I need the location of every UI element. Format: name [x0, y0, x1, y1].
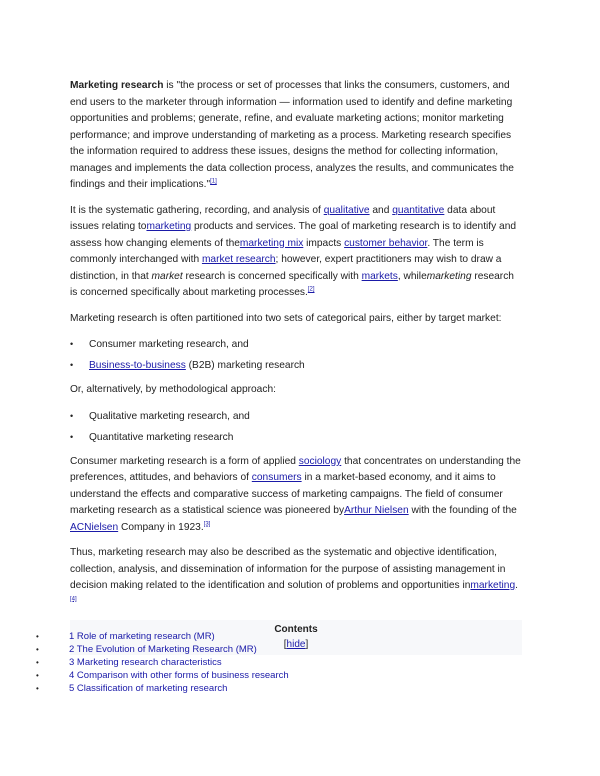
list-target-market — [70, 336, 522, 374]
ref-link-3[interactable]: [3] — [203, 521, 211, 528]
link-sociology[interactable]: sociology — [298, 455, 342, 467]
link-arthur-nielsen[interactable]: Arthur Nielsen — [344, 505, 409, 516]
toc-hide-link[interactable]: hide — [286, 639, 306, 650]
toc-link[interactable]: 2 The Evolution of Marketing Research (MR) — [69, 644, 257, 655]
link-marketing[interactable]: marketing — [146, 221, 192, 232]
list-item: • Consumer marketing research, and — [70, 336, 522, 353]
link-marketing-2[interactable]: marketing — [470, 580, 516, 591]
toc-link[interactable]: 5 Classification of marketing research — [69, 683, 228, 694]
toc-item — [36, 656, 289, 669]
toc-link[interactable]: 4 Comparison with other forms of business research — [69, 670, 289, 681]
toc-list — [36, 630, 289, 695]
list-item: • Qualitative marketing research, and — [70, 408, 522, 425]
paragraph-definition: Marketing research is "the process or set of processes that links the consumers, customers, and end users to the marketer through information — information used to identify and define marketing opportunities and problems; generate, refine, and evaluate marketing actions; monitor marketing performance; and improve understanding of marketing as a process. Marketing research specifies the information required to address these issues, designs the method for collecting information, manages and implements the data collection process, analyzes the results, and communicates the findings and their implications."[1] — [70, 80, 514, 190]
toc-item — [36, 630, 289, 643]
ref-link-4[interactable]: [4] — [70, 596, 77, 603]
ref-link-1[interactable]: [1] — [210, 178, 217, 185]
link-qualitative[interactable]: qualitative — [323, 204, 370, 216]
toc-item — [36, 643, 289, 656]
bold-term: Marketing research — [70, 80, 164, 91]
list-item: • Business-to-business (B2B) marketing research — [70, 357, 522, 374]
list-methodological — [70, 408, 522, 446]
article-body — [70, 78, 522, 655]
toc-link[interactable]: 1 Role of marketing research (MR) — [69, 631, 215, 642]
toc-link[interactable]: 3 Marketing research characteristics — [69, 657, 222, 668]
ref-link-2[interactable]: [2] — [307, 286, 315, 293]
link-business-to-business[interactable]: Business-to-business — [89, 360, 186, 371]
paragraph-thus: Thus, marketing research may also be described as the systematic and objective identification, collection, analysis, and dissemination of information for the purpose of assisting management in decision making related to the identification and solution of problems and opportunities inmarketing.[4] — [70, 547, 518, 603]
toc-hide-control: [hide] — [283, 639, 309, 650]
paragraph-partition: Marketing research is often partitioned into two sets of categorical pairs, either by target market: — [70, 312, 502, 324]
link-customer-behavior[interactable]: customer behavior — [344, 237, 428, 249]
toc-item — [36, 669, 289, 682]
toc-item — [36, 682, 289, 695]
paragraph-systematic: It is the systematic gathering, recording, and analysis of qualitative and quantitative data about issues relating tomarketing products and services. The goal of marketing research is to identify and assess how changing elements of themarketing mix impacts customer behavior. The term is commonly interchanged with market research; however, expert practitioners may wish to draw a distinction, in that market research is concerned specifically with markets, whilemarketing research is concerned specifically about marketing processes.[2] — [70, 204, 517, 298]
link-consumers[interactable]: consumers — [251, 472, 302, 483]
link-market-research[interactable]: market research — [201, 254, 276, 265]
link-markets[interactable]: markets — [361, 270, 398, 282]
paragraph-alternatively: Or, alternatively, by methodological approach: — [70, 384, 276, 395]
link-quantitative[interactable]: quantitative — [392, 204, 445, 216]
link-acnielsen[interactable]: ACNielsen — [70, 521, 119, 533]
link-marketing-mix[interactable]: marketing mix — [239, 237, 304, 249]
toc-title: Contents — [274, 624, 318, 635]
paragraph-consumer: Consumer marketing research is a form of applied sociology that concentrates on understanding the preferences, attitudes, and behaviors of consumers in a market-based economy, and it aims to understand the effects and comparative success of marketing campaigns. The field of consumer marketing research as a statistical science was pioneered byArthur Nielsen with the founding of the ACNielsen Company in 1923.[3] — [70, 455, 521, 533]
list-item: • Quantitative marketing research — [70, 429, 522, 446]
